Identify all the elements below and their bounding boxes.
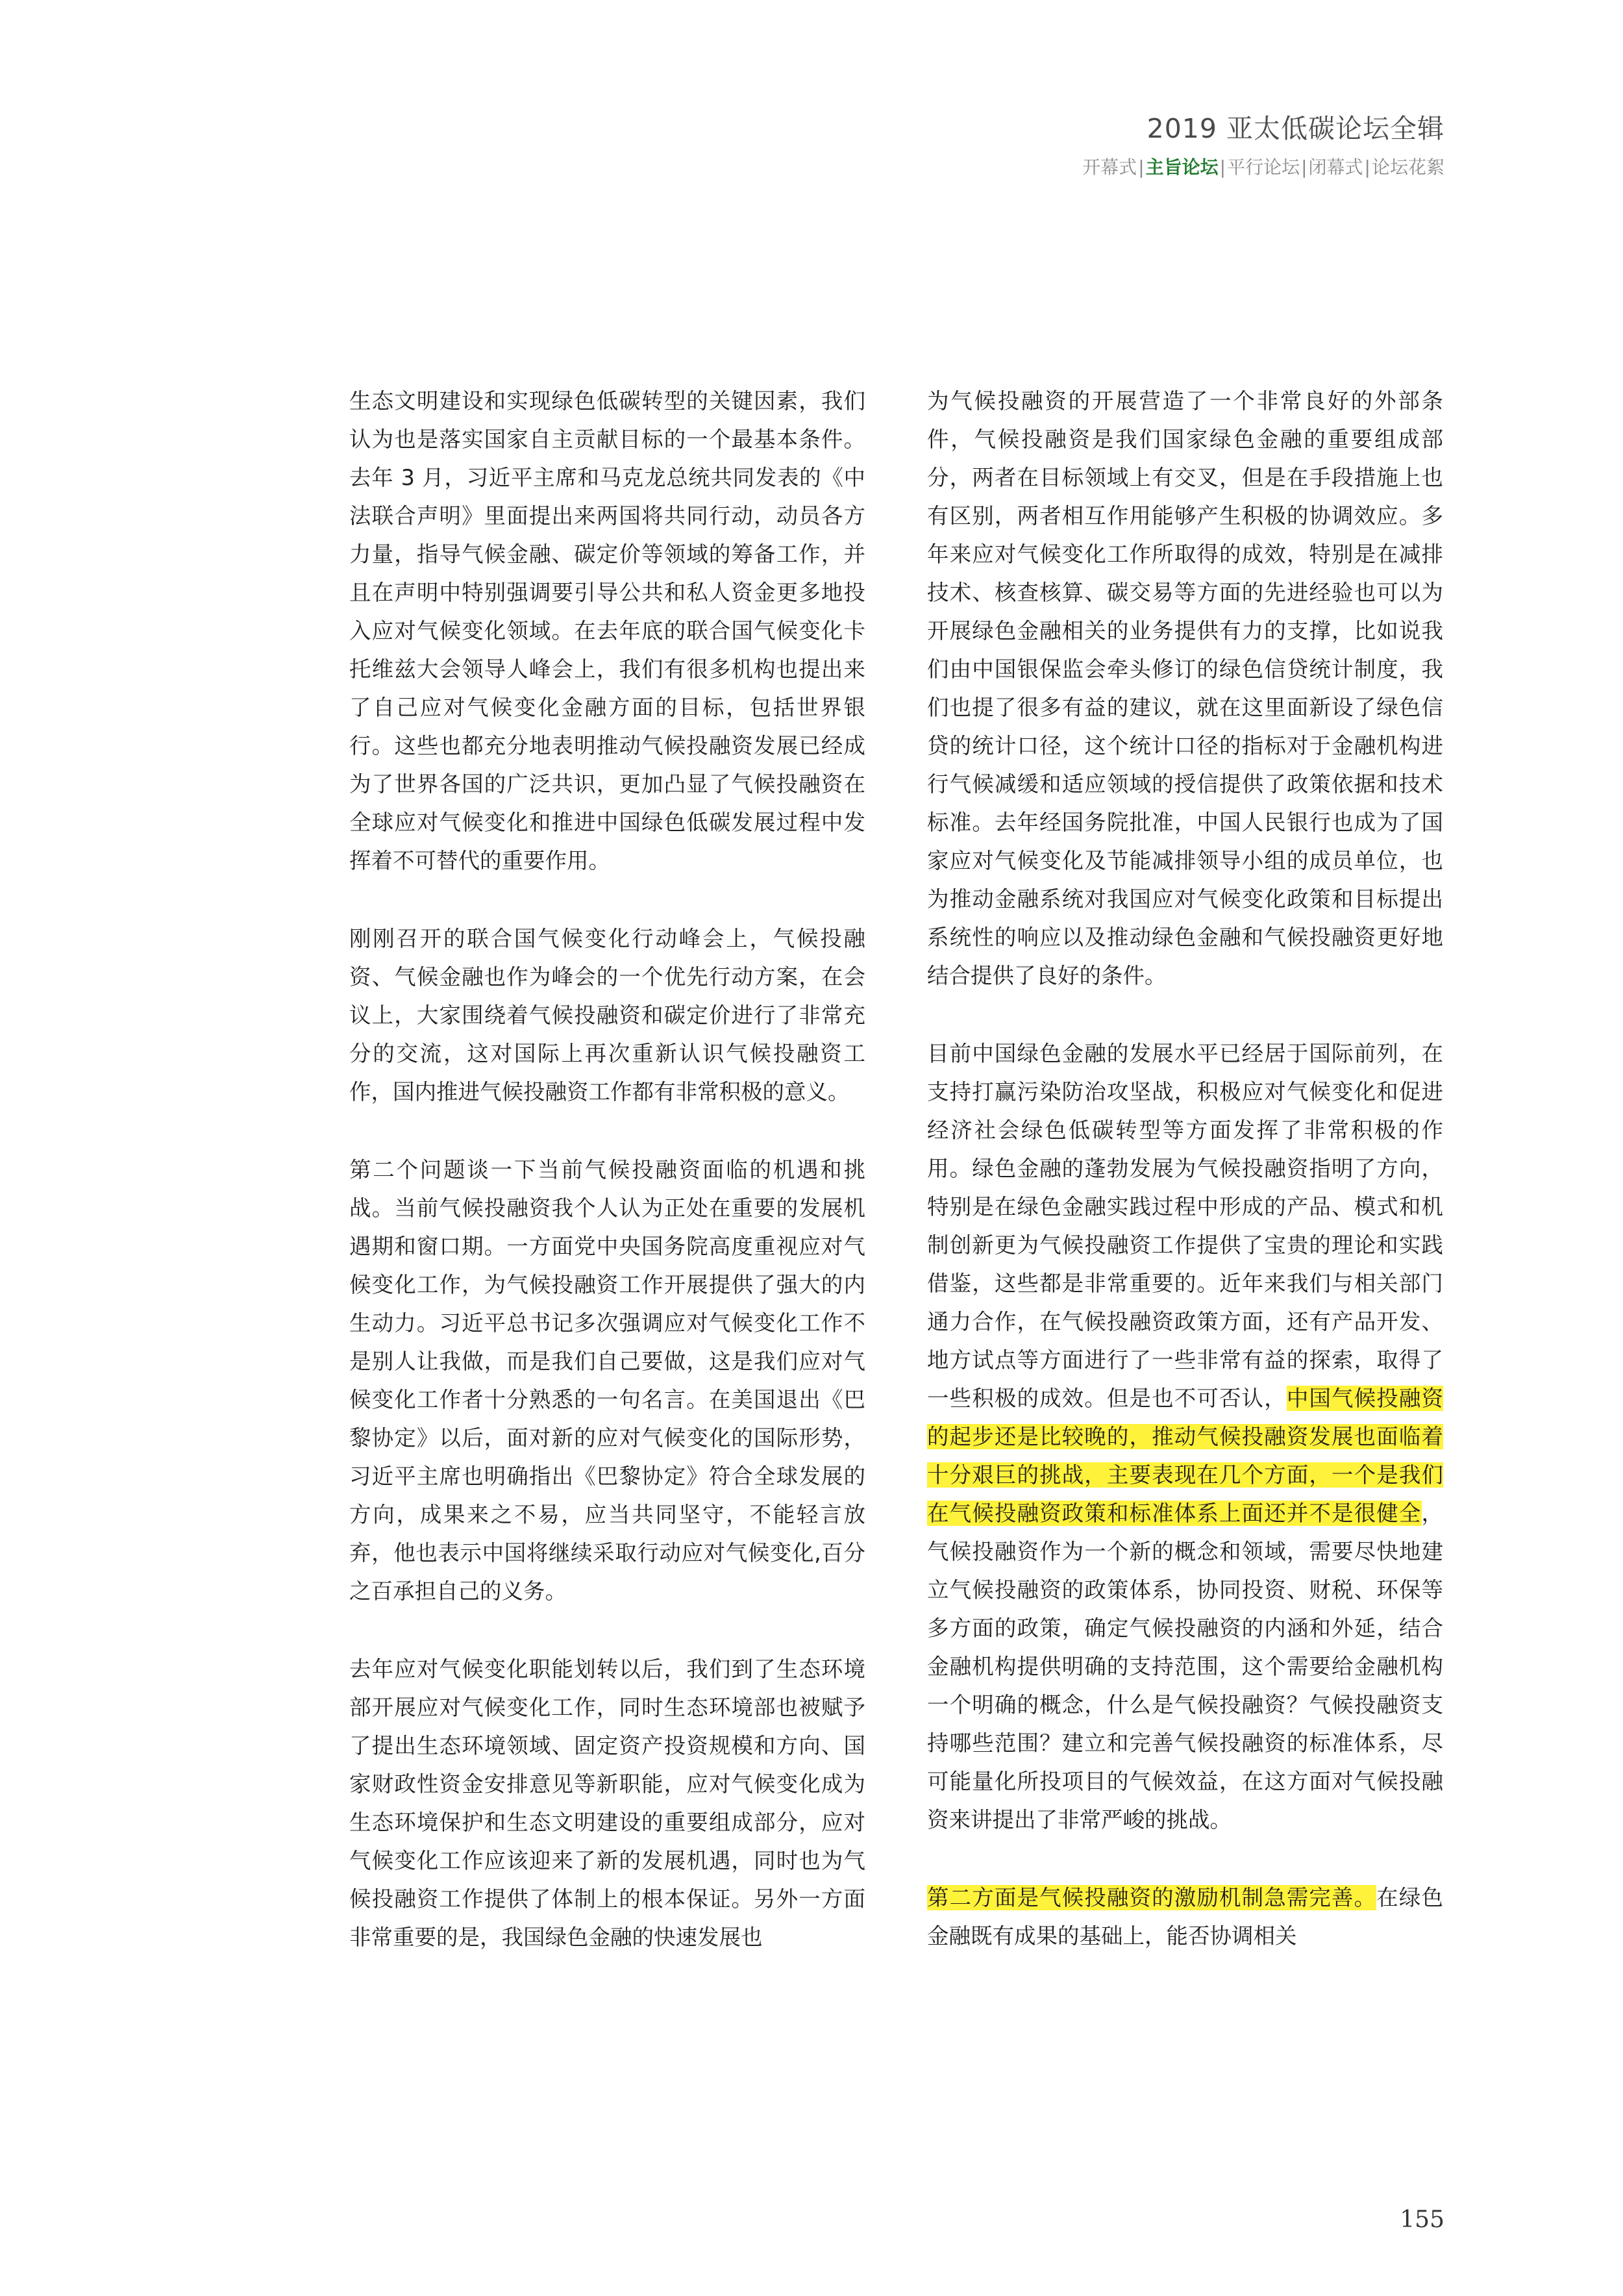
nav-item-keynote[interactable]: 主旨论坛	[1145, 156, 1219, 178]
nav-item-opening[interactable]: 开幕式	[1082, 156, 1137, 178]
nav-separator: |	[1138, 156, 1145, 178]
left-column	[349, 382, 865, 1956]
highlighted-text: 第二方面是气候投融资的激励机制急需完善。	[927, 1885, 1377, 1910]
running-header	[1082, 110, 1444, 179]
page-number: 155	[1400, 2206, 1444, 2233]
nav-separator: |	[1364, 156, 1370, 178]
paragraph: 生态文明建设和实现绿色低碳转型的关键因素，我们认为也是落实国家自主贡献目标的一个最基本条件。去年 3 月，习近平主席和马克龙总统共同发表的《中法联合声明》里面提出来两国将共同行动，动员各方力量，指导气候金融、碳定价等领域的筹备工作，并且在声明中特别强调要引导公共和私人资金更多地投入应对气候变化领域。在去年底的联合国气候变化卡托维兹大会领导人峰会上，我们有很多机构也提出来了自己应对气候变化金融方面的目标，包括世界银行。这些也都充分地表明推动气候投融资发展已经成为了世界各国的广泛共识，更加凸显了气候投融资在全球应对气候变化和推进中国绿色低碳发展过程中发挥着不可替代的重要作用。	[349, 388, 865, 873]
nav-item-closing[interactable]: 闭幕式	[1308, 156, 1363, 178]
section-nav	[1082, 156, 1444, 179]
nav-separator: |	[1301, 156, 1307, 178]
paragraph: 为气候投融资的开展营造了一个非常良好的外部条件，气候投融资是我们国家绿色金融的重要组成部分，两者在目标领域上有交叉，但是在手段措施上也有区别，两者相互作用能够产生积极的协调效应。多年来应对气候变化工作所取得的成效，特别是在减排技术、核查核算、碳交易等方面的先进经验也可以为开展绿色金融相关的业务提供有力的支撑，比如说我们由中国银保监会牵头修订的绿色信贷统计制度，我们也提了很多有益的建议，就在这里面新设了绿色信贷的统计口径，这个统计口径的指标对于金融机构进行气候减缓和适应领域的授信提供了政策依据和技术标准。去年经国务院批准，中国人民银行也成为了国家应对气候变化及节能减排领导小组的成员单位，也为推动金融系统对我国应对气候变化政策和目标提出系统性的响应以及推动绿色金融和气候投融资更好地结合提供了良好的条件。	[927, 388, 1443, 988]
paragraph	[927, 1034, 1443, 1839]
document-title: 2019 亚太低碳论坛全辑	[1146, 113, 1444, 144]
paragraph: 刚刚召开的联合国气候变化行动峰会上，气候投融资、气候金融也作为峰会的一个优先行动方案，在会议上，大家围绕着气候投融资和碳定价进行了非常充分的交流，这对国际上再次重新认识气候投融资工作，国内推进气候投融资工作都有非常积极的意义。	[349, 926, 865, 1104]
paragraph: 第二个问题谈一下当前气候投融资面临的机遇和挑战。当前气候投融资我个人认为正处在重要的发展机遇期和窗口期。一方面党中央国务院高度重视应对气候变化工作，为气候投融资工作开展提供了强大的内生动力。习近平总书记多次强调应对气候变化工作不是别人让我做，而是我们自己要做，这是我们应对气候变化工作者十分熟悉的一句名言。在美国退出《巴黎协定》以后，面对新的应对气候变化的国际形势，习近平主席也明确指出《巴黎协定》符合全球发展的方向，成果来之不易，应当共同坚守，不能轻言放弃，他也表示中国将继续采取行动应对气候变化,百分之百承担自己的义务。	[349, 1157, 865, 1604]
paragraph	[927, 1878, 1443, 1955]
paragraph-text: 在绿色金融既有成果的基础上，能否协调相关	[927, 1885, 1444, 1949]
paragraph-text: ，气候投融资作为一个新的概念和领域，需要尽快地建立气候投融资的政策体系，协同投资、财税、环保等多方面的政策，确定气候投融资的内涵和外延，结合金融机构提供明确的支持范围，这个需要给金融机构一个明确的概念，什么是气候投融资？气候投融资支持哪些范围？建立和完善气候投融资的标准体系，尽可能量化所投项目的气候效益，在这方面对气候投融资来讲提出了非常严峻的挑战。	[927, 1501, 1443, 1832]
nav-item-parallel[interactable]: 平行论坛	[1227, 156, 1300, 178]
paragraph: 去年应对气候变化职能划转以后，我们到了生态环境部开展应对气候变化工作，同时生态环境部也被赋予了提出生态环境领域、固定资产投资规模和方向、国家财政性资金安排意见等新职能，应对气候变化成为生态环境保护和生态文明建设的重要组成部分，应对气候变化工作应该迎来了新的发展机遇，同时也为气候投融资工作提供了体制上的根本保证。另外一方面非常重要的是，我国绿色金融的快速发展也	[349, 1656, 865, 1950]
nav-separator: |	[1219, 156, 1226, 178]
nav-item-highlights[interactable]: 论坛花絮	[1371, 156, 1444, 178]
highlighted-text: 中国气候投融资的起步还是比较晚的，推动气候投融资发展也面临着十分艰巨的挑战，主要表现在几个方面，一个是我们在气候投融资政策和标准体系上面还并不是很健全	[927, 1386, 1444, 1526]
paragraph-text: 目前中国绿色金融的发展水平已经居于国际前列，在支持打赢污染防治攻坚战，积极应对气候变化和促进经济社会绿色低碳转型等方面发挥了非常积极的作用。绿色金融的蓬勃发展为气候投融资指明了方向，特别是在绿色金融实践过程中形成的产品、模式和机制创新更为气候投融资工作提供了宝贵的理论和实践借鉴，这些都是非常重要的。近年来我们与相关部门通力合作，在气候投融资政策方面，还有产品开发、地方试点等方面进行了一些非常有益的探索，取得了一些积极的成效。但是也不可否认，	[927, 1041, 1443, 1411]
right-column	[927, 382, 1443, 1955]
